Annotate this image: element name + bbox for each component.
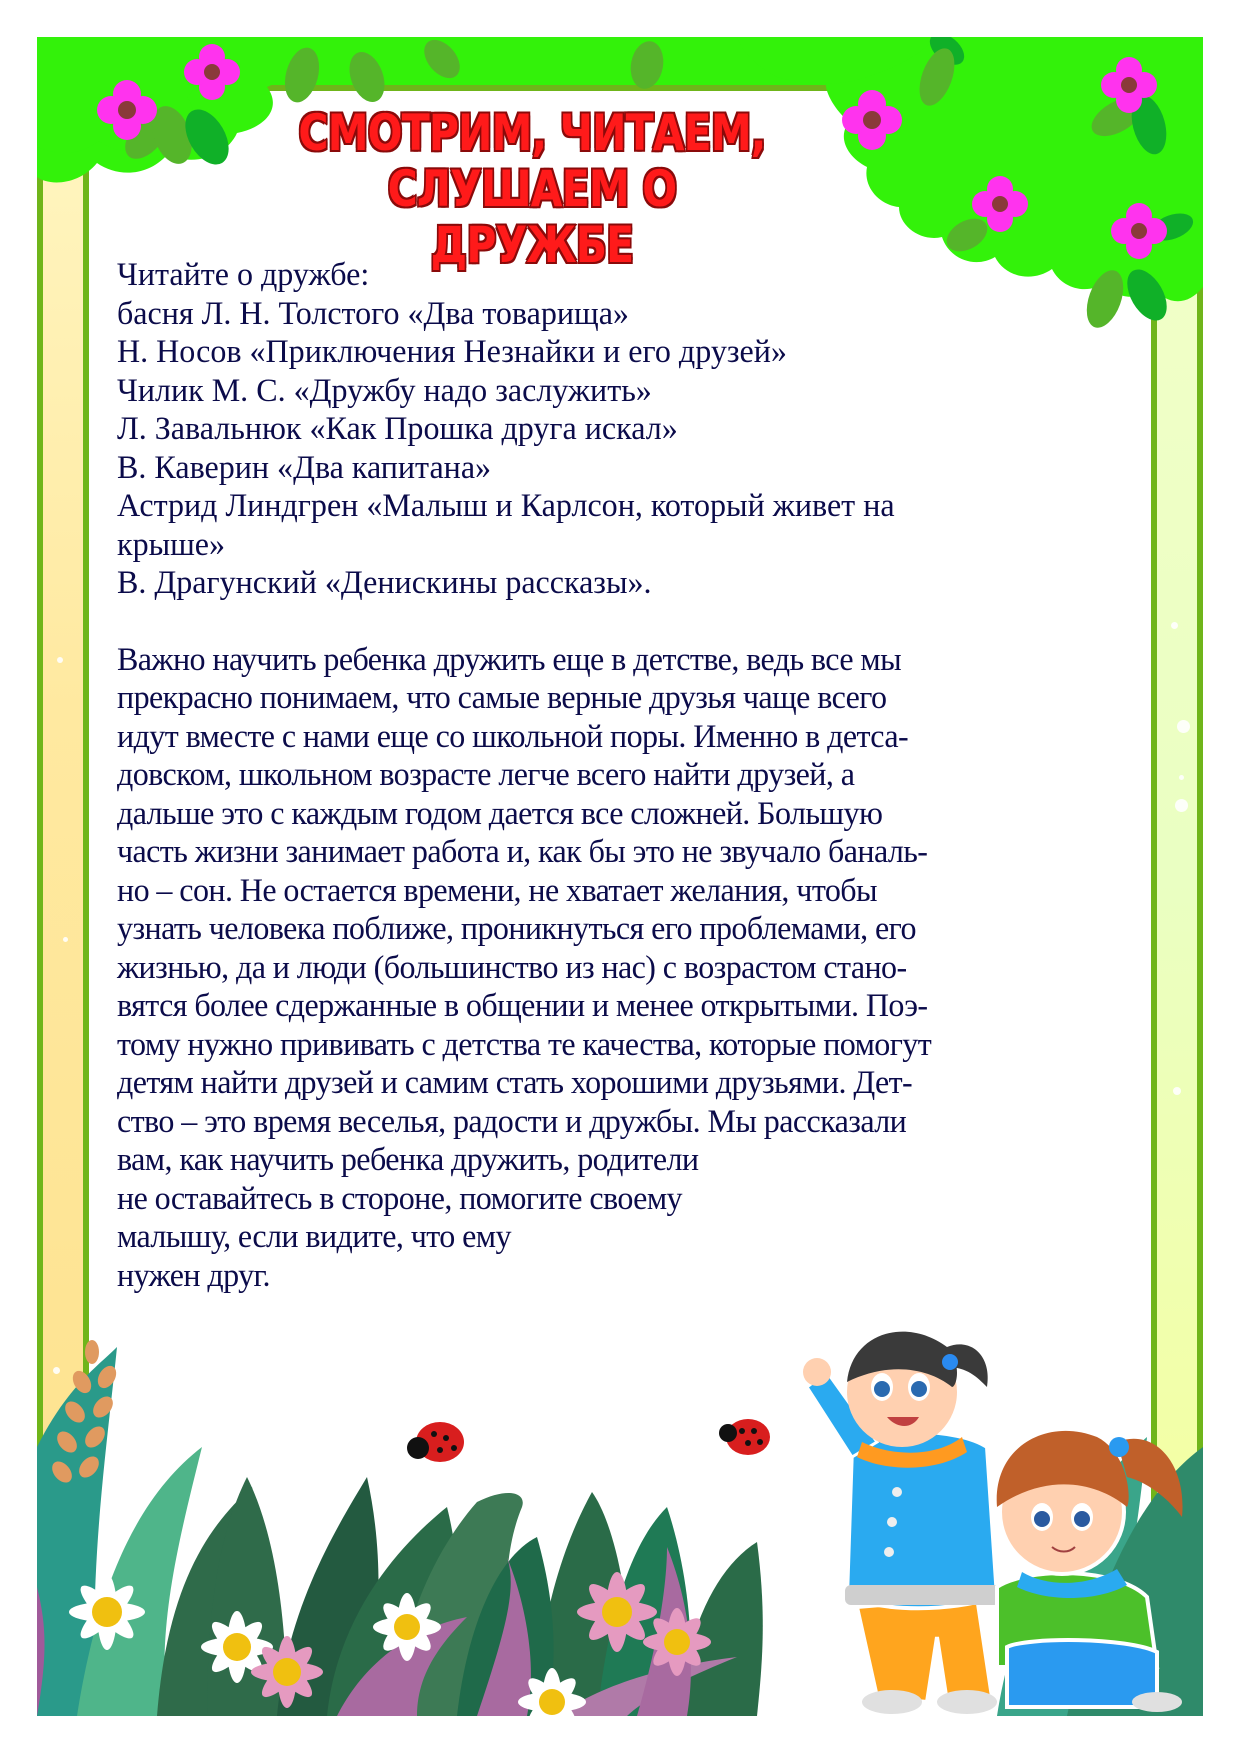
- sparkle-icon: [1177, 720, 1190, 733]
- reading-list-item: Л. Завальнюк «Как Прошка друга искал»: [117, 411, 678, 447]
- girl-figure: [997, 1431, 1183, 1712]
- paragraph-line: но – сон. Не остается времени, не хватает желания, чтобы: [117, 872, 877, 909]
- paragraph-line: узнать человека поближе, проникнуться его проблемами, его: [117, 911, 916, 947]
- sparkle-icon: [1171, 622, 1178, 629]
- paragraph-line: Важно научить ребенка дружить еще в детстве, ведь все мы: [117, 641, 902, 678]
- paragraph-line: не оставайтесь в стороне, помогите своему: [117, 1180, 682, 1217]
- paragraph-line: вятся более сдержанные в общении и менее открытыми. Поэ-: [117, 988, 928, 1024]
- poster-title: [298, 105, 765, 273]
- sparkle-icon: [57, 657, 63, 663]
- sparkle-icon: [1173, 1087, 1181, 1095]
- reading-list-item: Н. Носов «Приключения Незнайки и его друзей»: [117, 334, 787, 370]
- advice-paragraph: [117, 641, 1137, 1296]
- paragraph-line: дальше это с каждым годом дается все сложней. Большую: [117, 795, 883, 832]
- paragraph-line: детям найти друзей и самим стать хорошими друзьями. Дет-: [117, 1065, 913, 1101]
- paragraph-line: тому нужно прививать с детства те качества, которые помогут: [117, 1026, 932, 1063]
- reading-list-item: Астрид Линдгрен «Малыш и Карлсон, который живет на: [117, 488, 895, 524]
- sparkle-icon: [63, 937, 68, 942]
- reading-list-item: В. Драгунский «Денискины рассказы».: [117, 565, 652, 601]
- paragraph-line: нужен друг.: [117, 1257, 270, 1294]
- paragraph-line: жизнью, да и люди (большинство из нас) с возрастом стано-: [117, 949, 907, 986]
- poster: [37, 37, 1203, 1716]
- reading-list: [117, 256, 1137, 603]
- sparkle-icon: [1179, 775, 1184, 780]
- paragraph-line: ство – это время веселья, радости и дружбы. Мы рассказали: [117, 1103, 907, 1140]
- paragraph-line: идут вместе с нами еще со школьной поры. Именно в детса-: [117, 718, 909, 755]
- reading-list-item: крыше»: [117, 526, 226, 563]
- ladybug-icon: [719, 1419, 770, 1455]
- paragraph-line: вам, как научить ребенка дружить, родители: [117, 1142, 699, 1178]
- boy-figure: [803, 1332, 1000, 1714]
- reading-list-heading: Читайте о дружбе:: [117, 257, 370, 293]
- title-line: СЛУШАЕМ О ДРУЖБЕ: [387, 160, 677, 274]
- reading-list-item: Чилик М. С. «Дружбу надо заслужить»: [117, 372, 652, 409]
- paragraph-line: часть жизни занимает работа и, как бы это не звучало баналь-: [117, 834, 928, 870]
- paragraph-line: довском, школьном возрасте легче всего найти друзей, а: [117, 757, 855, 793]
- paragraph-line: малышу, если видите, что ему: [117, 1219, 511, 1255]
- ladybug-icon: [407, 1422, 464, 1462]
- reading-list-item: басня Л. Н. Толстого «Два товарища»: [117, 295, 629, 332]
- content: [117, 256, 1137, 1295]
- title-line: СМОТРИМ, ЧИТАЕМ,: [298, 104, 766, 162]
- paragraph-line: прекрасно понимаем, что самые верные друзья чаще всего: [117, 680, 887, 716]
- reading-list-item: В. Каверин «Два капитана»: [117, 449, 492, 486]
- children-illustration: [797, 1307, 1197, 1716]
- sparkle-icon: [1175, 799, 1188, 812]
